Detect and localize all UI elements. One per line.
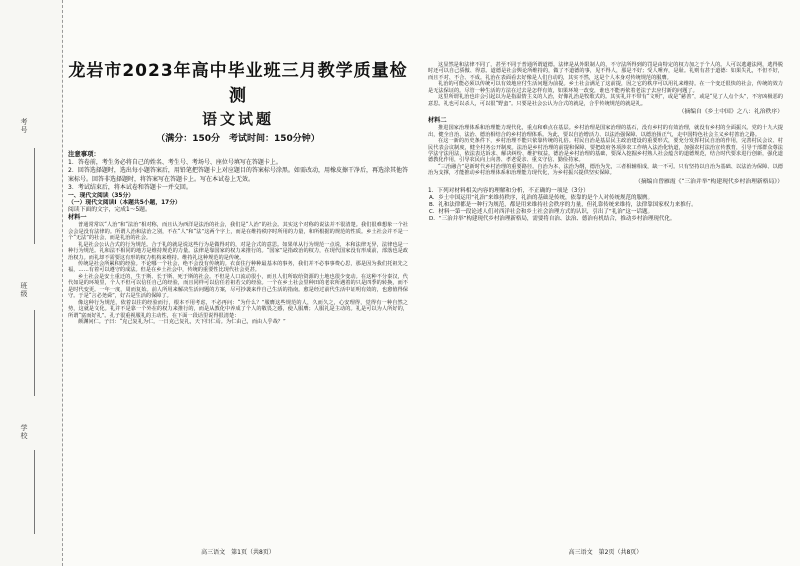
reading-text-right (428, 62, 783, 107)
paragraph: 在这一新的历史条件下，乡村治理不能只依靠传统的礼俗。村民自治是基层民主政治建设的重要形式，要充分发挥村民自治的作用，完善村民会议、村民代表会议制度，健全村务公开制度。法治是乡村治理的前提和保障，要把政府各项涉农工作纳入法治化轨道，加强农村法治宣传教育，引导干部群众尊法学法守法用法，依法表达诉求、解决纠纷、维护权益。德治是乡村治理的基础，要深入挖掘乡村熟人社会蕴含的道德规范，结合时代要求进行创新，强化道德教化作用，引导农民向上向善、孝老爱亲、重义守信、勤俭持家。 (428, 138, 783, 164)
paragraph: 乡土社会是安土重迁的，生于斯、长于斯、死于斯的社会。不但是人口流动很小，而且人们所取给资源的土地也很少变动。在这种不分秦汉，代代如是的环境里，个人不但可以信任自己的经验，而且同样可以信任若祖若父的经验。一个在乡土社会里种田的老农所遇着的只是四季的转换，而不是时代变更。一年一度，周而复始。前人所用来解决生活问题的方案，尽可抄袭来作自己生活的指南。愈是经过前代生活中证明有效的，也愈值得保守。于是“言必尧舜”，好古是生活的保障了。 (68, 273, 408, 300)
option-c: C．材料一第一段论述人们对西洋社会和乡土社会治理方式的认识，引出了“礼治”这一话题。 (429, 208, 654, 215)
option-d: D．“三治并举”构建现代乡村治理新格局，需要将自治、法治、德治有机结合，推动乡村治理现代化。 (429, 216, 676, 223)
exam-title: 龙岩市2023年高中毕业班三月教学质量检测 (68, 61, 408, 106)
notice-title: 注意事项： (68, 150, 100, 158)
paragraph: 传统是社会所累积的经验。不论哪一个社会，绝不会没有传统的。衣食住行种种最基本的事务，我们并不必事事费心思，那是因为我们托祖先之福，……有着可以遵守的成法。但是在乡土社会中，传统的重要性比现代社会更甚。 (68, 260, 408, 274)
paragraph: 这显然是和法律不同了，甚至不同于普通所谓道德。法律是从外限制人的，不守法所得到的罚是由特定的权力加之于个人的。人可以逃避法网，逃得脱时还可以自己骄傲、得意。道德是社会舆论所维持的，做了不道德的事，见不得人，那是不好；受人唾弃，是耻。礼则有甚于道德：如果失礼，不但不好，而且不对、不合、不成。礼治在表面看去好像是人们自动的，其实不然，这是个人本身对传统规范的服膺。 (428, 62, 783, 81)
page-left (68, 0, 408, 566)
material-two-text (428, 125, 783, 177)
option-a: A．乡土中国运用“礼治”来维持秩序，礼治的基础是传统，依靠的是个人对传统规范的服膺。 (429, 194, 653, 201)
binding-strip (0, 0, 63, 566)
notice-item: 1．答卷前，考生务必将自己的姓名、考生号、考场号、座位号填写在答题卡上。 (68, 159, 282, 166)
notice-item: 3．考试结束后，将本试卷和答题卡一并交回。 (68, 184, 192, 192)
binding-line (34, 450, 35, 534)
exam-subtitle: 语文试题 (201, 110, 274, 128)
paragraph: 像这种行为规范，依着以往的经验而行，根本不用考虑，不必再问：“为什么？”服膺这些规范的人，久而久之，心安理得，觉得有一种自然之势，这就是文化。礼并不是靠一个外在的权力来推行的，而是从教化中养成了个人的敬畏之感，使人服膺；人服礼是主动的。礼是可以为人所好的，所谓“富而好礼”。孔子很重视服礼的主动性，在下面一段话里说得很清楚： (68, 299, 408, 319)
binding-label-exam-number: 考号 (20, 118, 28, 134)
binding-line (34, 310, 35, 396)
paragraph: 礼是社会公认合式的行为规范。合于礼的就是说这些行为是做得对的，对是合式的意思。如果单从行为规范一点说，本和法律无异，法律也是一种行为规范。礼和法不相同的地方是维持规范的力量。法律是靠国家的权力来推行的。“国家”是指政治的权力，在现代国家没有形成前，部落也是政治权力。而礼却不需要这有形的权力机构来维持。维持礼这种规范的是传统。 (68, 241, 408, 261)
paragraph: “三治融合”是新时代乡村治理的重要路径。自治为本，法治为纲，德治为先，三者相辅相成，缺一不可。只有坚持以自治为基础、以法治为保障、以德治为支撑，才能推动乡村治理体系和治理能力现代化，为乡村振兴提供坚实保障。 (428, 163, 783, 177)
quote: 颜渊问仁。子曰：“克己复礼为仁。一日克己复礼，天下归仁焉。为仁由己，而由人乎哉？” (78, 319, 286, 326)
source-citation: （摘编自曾雁霞《“三治并举”构建现代乡村治理新格局》） (635, 178, 783, 185)
binding-label-class: 班级 (20, 282, 28, 298)
page-footer: 高三语文 第1页（共8页） (201, 549, 275, 556)
source-citation: （摘编自《乡土中国》之八：礼治秩序） (678, 109, 783, 116)
subsection-heading: （一）现代文阅读Ⅰ（本题共5小题，17分） (68, 199, 181, 206)
paragraph: 普通常常以“人治”和“法治”相对称，而且认为西洋是法治的社会，我们是“人治”的社会。其实这个对称的说法并不很清楚。我们很难想象一个社会会是没有法律的。所谓人治和法治之别，不在“人”和“法”这两个字上，而是在维持秩序时所用的力量，和所根据的规范的性质。乡土社会并不是一个“无法”的社会，而是礼治的社会。 (68, 222, 408, 242)
notice-item: 2．回答选择题时，选出每小题答案后，用铅笔把答题卡上对应题目的答案标号涂黑。如需改动，用橡皮擦干净后，再选涂其他答案标号。回答非选择题时，将答案写在答题卡上。写在本试卷上无效。 (68, 167, 408, 183)
page-footer: 高三语文 第2页（共8页） (568, 549, 643, 556)
binding-line (34, 148, 35, 244)
material-two-label: 材料二 (428, 117, 447, 125)
binding-label-school: 学校 (20, 424, 28, 440)
page-right (428, 0, 783, 566)
section-heading: 一、现代文阅读（35分） (68, 192, 135, 199)
score-line: （满分：150分 考试时间：150分钟） (156, 134, 320, 144)
reading-text-left (68, 222, 408, 325)
paragraph: 推进国家治理体系和治理能力现代化，重点和难点在基层。乡村治理是国家治理的基石，没有乡村的有效治理，就没有乡村的全面振兴。党的十九大提出，健全自治、法治、德治相结合的乡村治理体系。为此，要以自治增活力、以法治强保障、以德治扬正气，走中国特色社会主义乡村善治之路。 (428, 125, 783, 138)
material-one-label: 材料一 (68, 214, 87, 222)
paragraph: 礼治的可能必须以传统可以有效地应付生活问题为前提。乡土社会满足了这前提，因之它的秩序可以用礼来维持。在一个变迁很快的社会，传统的效力是无法保证的。尽管一种生活的方法在过去是怎样有效，如果环境一改变，谁也不能再依着老法子去应付新的问题了。 (428, 81, 783, 94)
question: 1．下列对材料相关内容的理解和分析，不正确的一项是（3分） (428, 187, 589, 194)
option-b: B．礼和法律都是一种行为规范，都是用来维持社会秩序的力量，但礼靠传统来维持，法律靠国家权力来推行。 (429, 201, 697, 208)
instruction: 阅读下面的文字，完成1～5题。 (68, 207, 151, 214)
paragraph: 这里所谓礼治也许会引起以为是指温情主义的人治，好像礼治是牧歌式的。其实礼并不带有“文明”，或是“慈善”，或是“见了人点个头”，不穷凶极恶的意思。礼也可以杀人，可以很“野蛮”。只要是社会公认为合式的就是，合乎传统规范的就是礼。 (428, 94, 783, 107)
